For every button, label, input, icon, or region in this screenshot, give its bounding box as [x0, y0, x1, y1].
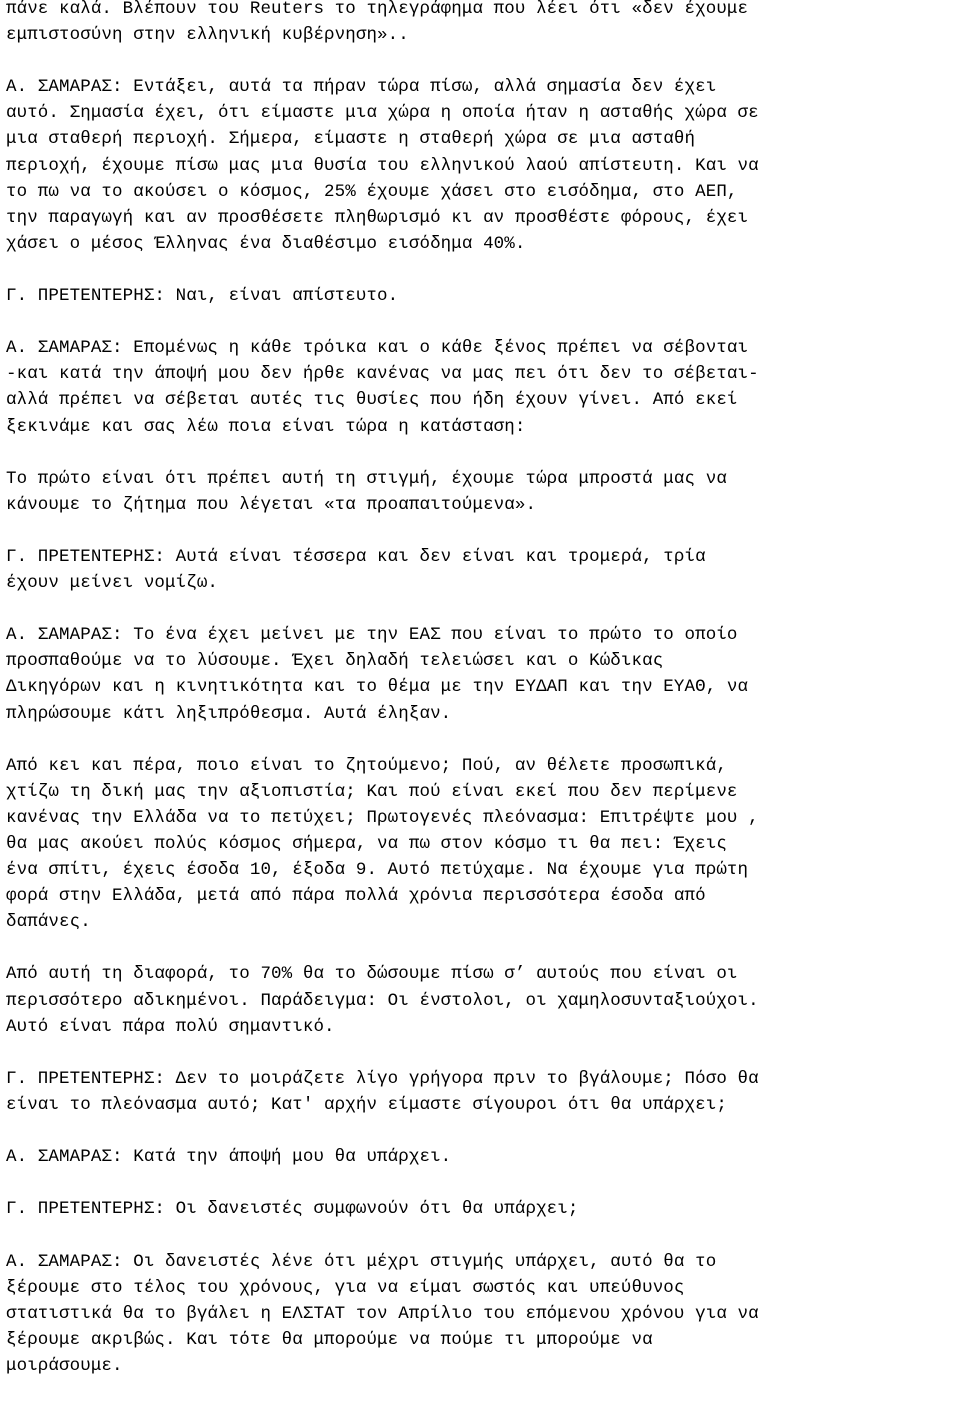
paragraph-1: πάνε καλά. Βλέπουν του Reuters το τηλεγράφημα που λέει ότι «δεν έχουμε εμπιστοσύνη στην ελληνική κυβέρνηση».. [6, 0, 749, 46]
paragraph-2: Α. ΣΑΜΑΡΑΣ: Εντάξει, αυτά τα πήραν τώρα πίσω, αλλά σημασία δεν έχει αυτό. Σημασία έχει, ότι είμαστε μια χώρα η οποία ήταν η ασταθής χώρα σε μια σταθερή περιοχή. Σήμερα, είμαστε η σταθερή χώρα σε μια ασταθή περιοχή, έχουμε πίσω μας μια θυσία του ελληνικού λαού απίστευτη. Και να το πω να το ακούσει ο κόσμος, 25% έχουμε χάσει στο εισόδημα, στο ΑΕΠ, την παραγωγή και αν προσθέσετε πληθωρισμό κι αν προσθέστε φόρους, έχει χάσει ο μέσος Έλληνας ένα διαθέσιμο εισόδημα 40%. [6, 77, 759, 254]
paragraph-10: Γ. ΠΡΕΤΕΝΤΕΡΗΣ: Δεν το μοιράζετε λίγο γρήγορα πριν το βγάλουμε; Πόσο θα είναι το πλεόνασμα αυτό; Κατ' αρχήν είμαστε σίγουροι ότι θα υπάρχει; [6, 1068, 759, 1115]
paragraph-13: Α. ΣΑΜΑΡΑΣ: Οι δανειστές λένε ότι μέχρι στιγμής υπάρχει, αυτό θα το ξέρουμε στο τέλος του χρόνους, για να είμαι σωστός και υπεύθυνος στατιστικά θα το βγάλει η ΕΛΣΤΑΤ τον Απρίλιο του επόμενου χρόνου για να ξέρουμε ακριβώς. Και τότε θα μπορούμε να πούμε τι μπορούμε να μοιράσουμε. [6, 1251, 759, 1376]
paragraph-3: Γ. ΠΡΕΤΕΝΤΕΡΗΣ: Ναι, είναι απίστευτο. [6, 286, 399, 307]
paragraph-9: Από αυτή τη διαφορά, το 70% θα το δώσουμε πίσω σ’ αυτούς που είναι οι περισσότερο αδικημένοι. Παράδειγμα: Οι ένστολοι, οι χαμηλοσυνταξιούχοι. Αυτό είναι πάρα πολύ σημαντικό. [6, 964, 759, 1037]
paragraph-11: Α. ΣΑΜΑΡΑΣ: Κατά την άποψή μου θα υπάρχει. [6, 1147, 452, 1168]
document-body [6, 0, 958, 1405]
paragraph-5: Το πρώτο είναι ότι πρέπει αυτή τη στιγμή, έχουμε τώρα μπροστά μας να κάνουμε το ζήτημα που λέγεται «τα προαπαιτούμενα». [6, 468, 727, 515]
paragraph-6: Γ. ΠΡΕΤΕΝΤΕΡΗΣ: Αυτά είναι τέσσερα και δεν είναι και τρομερά, τρία έχουν μείνει νομίζω. [6, 546, 706, 594]
paragraph-8: Από κει και πέρα, ποιο είναι το ζητούμενο; Πού, αν θέλετε προσωπικά, χτίζω τη δική μας την αξιοπιστία; Και πού είναι εκεί που δεν περίμενε κανένας την Ελλάδα να το πετύχει; Πρωτογενές πλεόνασμα: Επιτρέψτε μου , θα μας ακούει πολύς κόσμος σήμερα, να πω στον κόσμο τι θα πει: Έχεις ένα σπίτι, έχεις έσοδα 10, έξοδα 9. Αυτό πετύχαμε. Να έχουμε για πρώτη φορά στην Ελλάδα, μετά από πάρα πολλά χρόνια περισσότερα έσοδα από δαπάνες. [6, 755, 759, 933]
paragraph-12: Γ. ΠΡΕΤΕΝΤΕΡΗΣ: Οι δανειστές συμφωνούν ότι θα υπάρχει; [6, 1199, 579, 1220]
paragraph-7: Α. ΣΑΜΑΡΑΣ: Το ένα έχει μείνει με την ΕΑΣ που είναι το πρώτο το οποίο προσπαθούμε να το λύσουμε. Έχει δηλαδή τελειώσει και ο Κώδικας Δικηγόρων και η κινητικότητα και το θέμα με την ΕΥΔΑΠ και την ΕΥΑΘ, να πληρώσουμε κάτι ληξιπρόθεσμα. Αυτά έληξαν. [6, 625, 749, 724]
paragraph-4: Α. ΣΑΜΑΡΑΣ: Επομένως η κάθε τρόικα και ο κάθε ξένος πρέπει να σέβονται -και κατά την άποψή μου δεν ήρθε κανένας να μας πει ότι δεν το σέβεται- αλλά πρέπει να σέβεται αυτές τις θυσίες που ήδη έχουν γίνει. Από εκεί ξεκινάμε και σας λέω ποια είναι τώρα η κατάσταση: [6, 338, 759, 437]
